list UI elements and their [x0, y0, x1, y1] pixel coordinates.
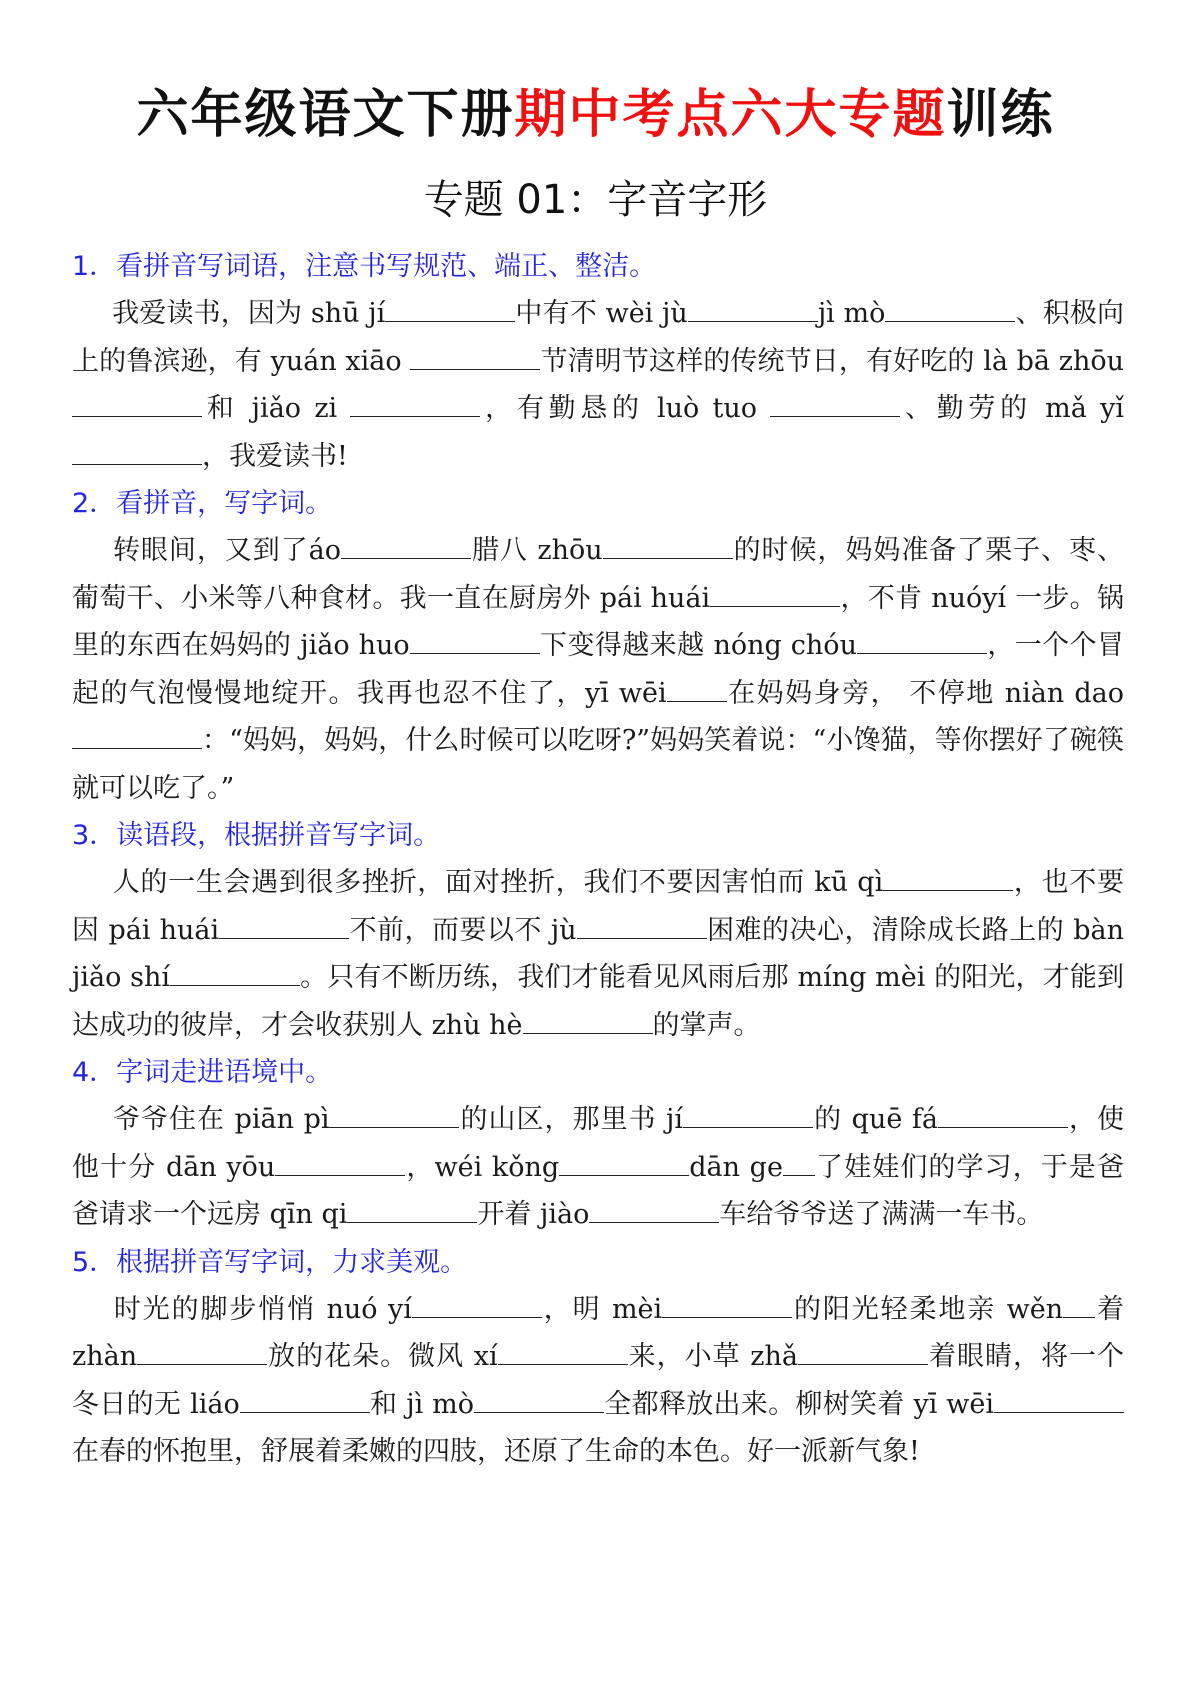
- title-part-3: 训练: [946, 85, 1055, 145]
- answer-blank[interactable]: [994, 1388, 1124, 1413]
- answer-blank[interactable]: [240, 1388, 370, 1413]
- answer-blank[interactable]: [577, 914, 707, 939]
- answer-blank[interactable]: [329, 1103, 459, 1128]
- exercise-list: [72, 243, 1124, 1476]
- answer-blank[interactable]: [385, 297, 515, 322]
- answer-blank[interactable]: [667, 677, 727, 702]
- question-3-passage: 人的一生会遇到很多挫折，面对挫折，我们不要因害怕而 kū qì ，也不要因 pái huái 不前，而要以不 jù 困难的决心，清除成长路上的 bàn jiǎo shí 。只有不断历练，我们才能看见风雨后那 míng mèi 的阳光，才能到达成功的彼岸，才会收获别人 zhù hè 的掌声。: [72, 867, 1125, 1041]
- question-1-passage: 我爱读书，因为 shū jí 中有不 wèi jù jì mò 、积极向上的鲁滨逊，有 yuán xiāo 节清明节这样的传统节日，有好吃的 là bā zhōu 和 jiǎo zi ，有勤恳的 luò tuo 、勤劳的 mǎ yǐ，我爱读书!: [72, 298, 1125, 472]
- answer-blank[interactable]: [72, 392, 202, 417]
- question-4-heading: 4．字词走进语境中。: [72, 1057, 333, 1088]
- question-3-heading: 3．读语段，根据拼音写字词。: [72, 820, 441, 851]
- answer-blank[interactable]: [523, 1009, 653, 1034]
- question-1-heading: 1．看拼音写词语，注意书写规范、端正、整洁。: [72, 251, 657, 282]
- section-subtitle: 专题 01：字音字形: [423, 177, 768, 223]
- answer-blank[interactable]: [783, 1151, 815, 1176]
- answer-blank[interactable]: [857, 629, 987, 654]
- answer-blank[interactable]: [350, 392, 480, 417]
- answer-blank[interactable]: [347, 1198, 477, 1223]
- answer-blank[interactable]: [710, 582, 840, 607]
- answer-blank[interactable]: [219, 914, 349, 939]
- answer-blank[interactable]: [1063, 1293, 1095, 1318]
- answer-blank[interactable]: [603, 534, 733, 559]
- question-4-passage: 爷爷住在 piān pì 的山区，那里书 jí 的 quē fá ，使他十分 dān yōu ，wéi kǒng dān ge 了娃娃们的学习，于是爸爸请求一个远房 qīn qi 开着 jiào 车给爷爷送了满满一车书。: [72, 1104, 1124, 1230]
- answer-blank[interactable]: [498, 1340, 628, 1365]
- title-highlight: 期中考点六大专题: [514, 85, 947, 145]
- answer-blank[interactable]: [559, 1151, 689, 1176]
- answer-blank[interactable]: [72, 724, 202, 749]
- question-2-heading: 2．看拼音，写字词。: [72, 488, 333, 519]
- answer-blank[interactable]: [885, 297, 1015, 322]
- question-2-passage: 转眼间，又到了áo 腊八 zhōu 的时候，妈妈准备了栗子、枣、葡萄干、小米等八种食材。我一直在厨房外 pái huái ，不肯 nuóyí 一步。锅里的东西在妈妈的 jiǎo huo 下变得越来越 nóng chóu ，一个个冒起的气泡慢慢地绽开。我再也忍不住了，yī wēi 在妈妈身旁， 不停地 niàn dao：“妈妈，妈妈，什么时候可以吃呀?”妈妈笑着说：“小馋猫，等你摆好了碗筷就可以吃了。”: [72, 535, 1124, 804]
- answer-blank[interactable]: [137, 1340, 267, 1365]
- answer-blank[interactable]: [938, 1103, 1068, 1128]
- question-5-heading: 5．根据拼音写字词，力求美观。: [72, 1246, 468, 1278]
- answer-blank[interactable]: [275, 1151, 405, 1176]
- answer-blank[interactable]: [412, 1293, 542, 1318]
- answer-blank[interactable]: [410, 345, 540, 370]
- question-5-passage: 时光的脚步悄悄 nuó yí ，明 mèi 的阳光轻柔地亲 wěn 着 zhàn 放的花朵。微风 xí 来，小草 zhǎ 着眼睛，将一个冬日的无 liáo 和 jì mò 全都释放出来。柳树笑着 yī wēi在春的怀抱里，舒展着柔嫩的四肢，还原了生命的本色。好一派新气象!: [72, 1293, 1125, 1467]
- answer-blank[interactable]: [683, 1103, 813, 1128]
- answer-blank[interactable]: [341, 534, 471, 559]
- answer-blank[interactable]: [170, 961, 300, 986]
- answer-blank[interactable]: [883, 866, 1013, 891]
- answer-blank[interactable]: [798, 1340, 928, 1365]
- answer-blank[interactable]: [770, 392, 900, 417]
- title-part-1: 六年级语文下册: [136, 85, 515, 145]
- answer-blank[interactable]: [589, 1198, 719, 1223]
- answer-blank[interactable]: [474, 1388, 604, 1413]
- answer-blank[interactable]: [410, 629, 540, 654]
- page-title: [0, 80, 1191, 150]
- answer-blank[interactable]: [688, 297, 818, 322]
- answer-blank[interactable]: [662, 1293, 792, 1318]
- answer-blank[interactable]: [72, 440, 202, 465]
